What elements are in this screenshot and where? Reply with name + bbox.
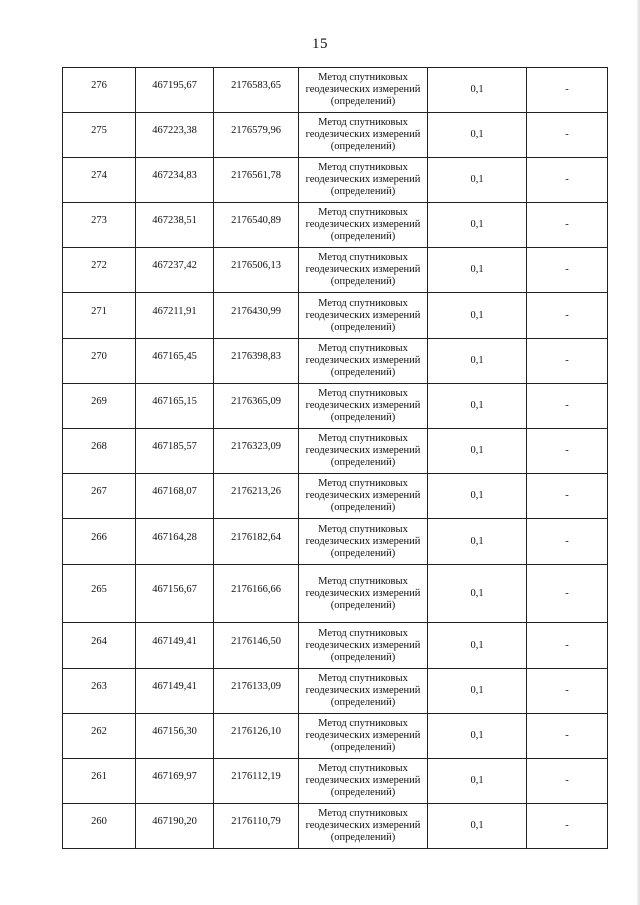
table-row <box>63 519 608 565</box>
description-cell <box>527 474 608 519</box>
point-number-cell <box>63 248 136 293</box>
accuracy-cell <box>428 623 527 669</box>
method-cell <box>299 669 428 714</box>
description-text: - <box>565 775 569 786</box>
point-number-cell <box>63 203 136 248</box>
accuracy-text: 0,1 <box>470 587 484 599</box>
accuracy-cell <box>428 384 527 429</box>
description-cell <box>527 565 608 623</box>
point-number-cell <box>63 519 136 565</box>
description-text: - <box>565 535 569 547</box>
method-cell <box>299 113 428 158</box>
table-row <box>63 68 608 113</box>
x-coordinate-text: 467211,91 <box>152 305 197 317</box>
table-row <box>63 384 608 429</box>
method-cell <box>299 623 428 669</box>
y-coordinate-text: 2176182,64 <box>231 531 281 543</box>
method-cell <box>299 203 428 248</box>
x-coordinate-cell <box>136 293 214 339</box>
table-row <box>63 714 608 759</box>
page-number: 15 <box>312 36 328 52</box>
method-text: Метод спутниковых геодезических измерений (определений) <box>305 252 421 287</box>
x-coordinate-text: 467165,15 <box>152 396 197 407</box>
x-coordinate-text: 467169,97 <box>152 771 197 782</box>
y-coordinate-text: 2176579,96 <box>231 125 281 136</box>
y-coordinate-text: 2176398,83 <box>231 351 281 362</box>
table-row <box>63 248 608 293</box>
description-cell <box>527 714 608 759</box>
description-cell <box>527 68 608 113</box>
accuracy-cell <box>428 519 527 565</box>
point-number-text: 270 <box>91 351 107 362</box>
accuracy-cell <box>428 203 527 248</box>
accuracy-cell <box>428 804 527 849</box>
y-coordinate-cell <box>214 113 299 158</box>
y-coordinate-text: 2176133,09 <box>231 681 281 692</box>
accuracy-text: 0,1 <box>470 445 484 456</box>
x-coordinate-cell <box>136 474 214 519</box>
accuracy-text: 0,1 <box>470 639 484 651</box>
x-coordinate-cell <box>136 519 214 565</box>
x-coordinate-text: 467223,38 <box>152 125 197 136</box>
method-cell <box>299 248 428 293</box>
method-cell <box>299 384 428 429</box>
description-cell <box>527 158 608 203</box>
method-cell <box>299 519 428 565</box>
method-cell <box>299 429 428 474</box>
table-row <box>63 293 608 339</box>
point-number-text: 266 <box>91 531 107 543</box>
x-coordinate-cell <box>136 565 214 623</box>
table-row <box>63 339 608 384</box>
x-coordinate-cell <box>136 759 214 804</box>
accuracy-text: 0,1 <box>470 490 484 501</box>
method-cell <box>299 158 428 203</box>
x-coordinate-text: 467234,83 <box>152 170 197 181</box>
point-number-text: 261 <box>91 771 107 782</box>
y-coordinate-cell <box>214 293 299 339</box>
accuracy-cell <box>428 113 527 158</box>
y-coordinate-text: 2176540,89 <box>231 215 281 226</box>
y-coordinate-text: 2176506,13 <box>231 260 281 271</box>
table-row <box>63 669 608 714</box>
x-coordinate-text: 467168,07 <box>152 486 197 497</box>
x-coordinate-cell <box>136 714 214 759</box>
method-text: Метод спутниковых геодезических измерений (определений) <box>305 343 421 378</box>
point-number-text: 264 <box>91 635 107 647</box>
method-cell <box>299 339 428 384</box>
accuracy-cell <box>428 565 527 623</box>
method-text: Метод спутниковых геодезических измерений (определений) <box>305 207 421 242</box>
accuracy-cell <box>428 669 527 714</box>
x-coordinate-cell <box>136 623 214 669</box>
accuracy-cell <box>428 68 527 113</box>
description-cell <box>527 669 608 714</box>
accuracy-cell <box>428 293 527 339</box>
accuracy-text: 0,1 <box>470 685 484 696</box>
y-coordinate-text: 2176110,79 <box>231 816 281 827</box>
description-text: - <box>565 264 569 275</box>
description-text: - <box>565 174 569 185</box>
y-coordinate-cell <box>214 203 299 248</box>
table-row <box>63 429 608 474</box>
point-number-cell <box>63 804 136 849</box>
table-row <box>63 113 608 158</box>
accuracy-text: 0,1 <box>470 309 484 321</box>
y-coordinate-text: 2176112,19 <box>231 771 281 782</box>
accuracy-cell <box>428 714 527 759</box>
description-text: - <box>565 730 569 741</box>
accuracy-text: 0,1 <box>470 219 484 230</box>
point-number-text: 268 <box>91 441 107 452</box>
point-number-cell <box>63 714 136 759</box>
accuracy-cell <box>428 759 527 804</box>
x-coordinate-cell <box>136 669 214 714</box>
x-coordinate-cell <box>136 339 214 384</box>
description-text: - <box>565 84 569 95</box>
table-row <box>63 623 608 669</box>
y-coordinate-text: 2176166,66 <box>231 583 281 595</box>
accuracy-cell <box>428 429 527 474</box>
y-coordinate-text: 2176365,09 <box>231 396 281 407</box>
description-cell <box>527 113 608 158</box>
point-number-text: 267 <box>91 486 107 497</box>
method-text: Метод спутниковых геодезических измерений (определений) <box>305 388 421 423</box>
point-number-text: 276 <box>91 80 107 91</box>
description-cell <box>527 248 608 293</box>
y-coordinate-cell <box>214 474 299 519</box>
y-coordinate-text: 2176583,65 <box>231 80 281 91</box>
description-text: - <box>565 219 569 230</box>
x-coordinate-text: 467156,30 <box>152 726 197 737</box>
point-number-text: 260 <box>91 816 107 827</box>
accuracy-text: 0,1 <box>470 174 484 185</box>
y-coordinate-text: 2176561,78 <box>231 170 281 181</box>
y-coordinate-cell <box>214 759 299 804</box>
x-coordinate-text: 467185,57 <box>152 441 197 452</box>
table-row <box>63 759 608 804</box>
method-text: Метод спутниковых геодезических измерений (определений) <box>305 72 421 107</box>
y-coordinate-text: 2176126,10 <box>231 726 281 737</box>
point-number-cell <box>63 429 136 474</box>
point-number-cell <box>63 759 136 804</box>
y-coordinate-cell <box>214 248 299 293</box>
accuracy-text: 0,1 <box>470 820 484 831</box>
x-coordinate-text: 467156,67 <box>152 583 197 595</box>
description-text: - <box>565 445 569 456</box>
point-number-cell <box>63 565 136 623</box>
description-text: - <box>565 355 569 366</box>
y-coordinate-cell <box>214 519 299 565</box>
point-number-cell <box>63 293 136 339</box>
table-row <box>63 203 608 248</box>
point-number-cell <box>63 474 136 519</box>
x-coordinate-text: 467190,20 <box>152 816 197 827</box>
method-cell <box>299 293 428 339</box>
x-coordinate-cell <box>136 429 214 474</box>
method-text: Метод спутниковых геодезических измерений (определений) <box>305 297 421 333</box>
table-row <box>63 565 608 623</box>
point-number-cell <box>63 68 136 113</box>
y-coordinate-cell <box>214 158 299 203</box>
accuracy-text: 0,1 <box>470 535 484 547</box>
y-coordinate-cell <box>214 68 299 113</box>
coordinates-table-body <box>63 68 608 849</box>
x-coordinate-text: 467149,41 <box>152 681 197 692</box>
point-number-text: 263 <box>91 681 107 692</box>
accuracy-cell <box>428 248 527 293</box>
method-text: Метод спутниковых геодезических измерений (определений) <box>305 433 421 468</box>
point-number-cell <box>63 339 136 384</box>
point-number-cell <box>63 623 136 669</box>
method-text: Метод спутниковых геодезических измерений (определений) <box>305 763 421 798</box>
description-cell <box>527 429 608 474</box>
method-text: Метод спутниковых геодезических измерений (определений) <box>305 523 421 559</box>
point-number-cell <box>63 113 136 158</box>
accuracy-cell <box>428 474 527 519</box>
point-number-text: 269 <box>91 396 107 407</box>
table-row <box>63 474 608 519</box>
method-text: Метод спутниковых геодезических измерений (определений) <box>305 117 421 152</box>
method-cell <box>299 68 428 113</box>
x-coordinate-cell <box>136 804 214 849</box>
point-number-text: 272 <box>91 260 107 271</box>
x-coordinate-text: 467238,51 <box>152 215 197 226</box>
description-cell <box>527 384 608 429</box>
x-coordinate-cell <box>136 248 214 293</box>
description-text: - <box>565 400 569 411</box>
y-coordinate-cell <box>214 804 299 849</box>
accuracy-text: 0,1 <box>470 129 484 140</box>
description-text: - <box>565 129 569 140</box>
accuracy-cell <box>428 339 527 384</box>
description-text: - <box>565 685 569 696</box>
method-cell <box>299 474 428 519</box>
method-text: Метод спутниковых геодезических измерений (определений) <box>305 478 421 513</box>
method-text: Метод спутниковых геодезических измерений (определений) <box>305 575 421 611</box>
accuracy-cell <box>428 158 527 203</box>
description-text: - <box>565 490 569 501</box>
x-coordinate-cell <box>136 113 214 158</box>
accuracy-text: 0,1 <box>470 400 484 411</box>
x-coordinate-text: 467195,67 <box>152 80 197 91</box>
method-cell <box>299 714 428 759</box>
description-cell <box>527 293 608 339</box>
accuracy-text: 0,1 <box>470 84 484 95</box>
method-text: Метод спутниковых геодезических измерений (определений) <box>305 718 421 753</box>
description-cell <box>527 759 608 804</box>
table-row <box>63 804 608 849</box>
accuracy-text: 0,1 <box>470 355 484 366</box>
table-row <box>63 158 608 203</box>
description-cell <box>527 339 608 384</box>
x-coordinate-text: 467164,28 <box>152 531 197 543</box>
description-text: - <box>565 820 569 831</box>
y-coordinate-cell <box>214 339 299 384</box>
x-coordinate-cell <box>136 158 214 203</box>
method-text: Метод спутниковых геодезических измерений (определений) <box>305 808 421 843</box>
description-cell <box>527 519 608 565</box>
x-coordinate-cell <box>136 203 214 248</box>
method-cell <box>299 804 428 849</box>
description-text: - <box>565 309 569 321</box>
accuracy-text: 0,1 <box>470 264 484 275</box>
x-coordinate-cell <box>136 384 214 429</box>
x-coordinate-cell <box>136 68 214 113</box>
method-text: Метод спутниковых геодезических измерений (определений) <box>305 673 421 708</box>
description-cell <box>527 203 608 248</box>
description-text: - <box>565 639 569 651</box>
accuracy-text: 0,1 <box>470 775 484 786</box>
point-number-cell <box>63 669 136 714</box>
coordinates-table <box>62 67 608 849</box>
description-cell <box>527 623 608 669</box>
point-number-cell <box>63 158 136 203</box>
method-text: Метод спутниковых геодезических измерений (определений) <box>305 627 421 663</box>
y-coordinate-text: 2176146,50 <box>231 635 281 647</box>
description-cell <box>527 804 608 849</box>
y-coordinate-text: 2176213,26 <box>231 486 281 497</box>
point-number-cell <box>63 384 136 429</box>
method-cell <box>299 759 428 804</box>
point-number-text: 274 <box>91 170 107 181</box>
accuracy-text: 0,1 <box>470 730 484 741</box>
point-number-text: 262 <box>91 726 107 737</box>
x-coordinate-text: 467165,45 <box>152 351 197 362</box>
x-coordinate-text: 467237,42 <box>152 260 197 271</box>
y-coordinate-cell <box>214 623 299 669</box>
point-number-text: 271 <box>91 305 107 317</box>
method-text: Метод спутниковых геодезических измерений (определений) <box>305 162 421 197</box>
y-coordinate-text: 2176323,09 <box>231 441 281 452</box>
y-coordinate-cell <box>214 714 299 759</box>
point-number-text: 265 <box>91 583 107 595</box>
y-coordinate-cell <box>214 429 299 474</box>
point-number-text: 275 <box>91 125 107 136</box>
x-coordinate-text: 467149,41 <box>152 635 197 647</box>
method-cell <box>299 565 428 623</box>
y-coordinate-text: 2176430,99 <box>231 305 281 317</box>
description-text: - <box>565 587 569 599</box>
y-coordinate-cell <box>214 565 299 623</box>
y-coordinate-cell <box>214 669 299 714</box>
y-coordinate-cell <box>214 384 299 429</box>
point-number-text: 273 <box>91 215 107 226</box>
